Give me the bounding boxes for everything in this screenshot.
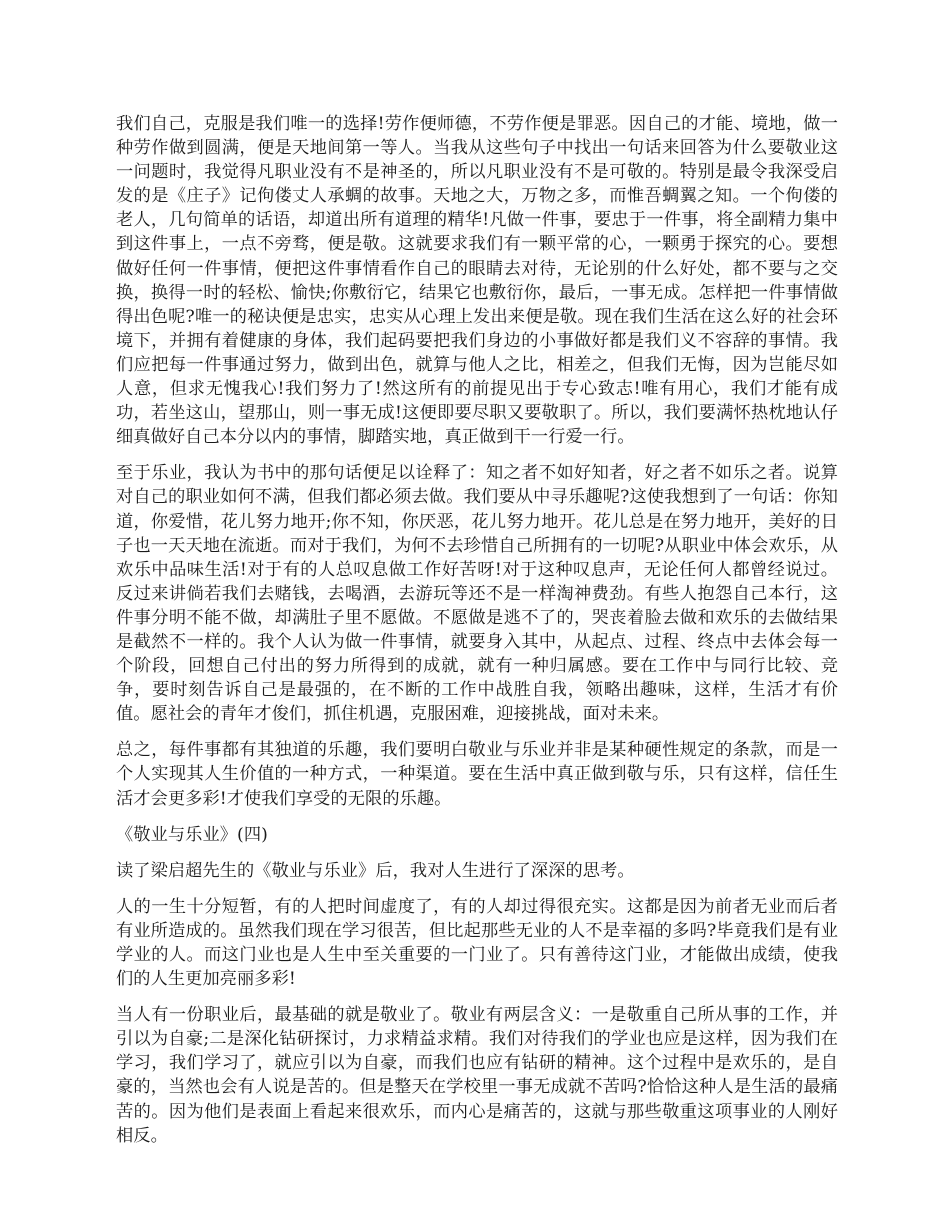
paragraph-career: 当人有一份职业后，最基础的就是敬业了。敬业有两层含义：一是敬重自己所从事的工作，并引以为自豪;二是深化钻研探讨，力求精益求精。我们对待我们的学业也应是这样，因为我们在学习，我们学习了，就应引以为自豪，而我们也应有钻研的精神。这个过程中是欢乐的，是自豪的，当然也会有人说是苦的。但是整天在学校里一事无成就不苦吗?恰恰这种人是生活的最痛苦的。因为他们是表面上看起来很欢乐，而内心是痛苦的，这就与那些敬重这项事业的人刚好相反。 xyxy=(116,1005,838,1146)
paragraph-intro: 读了梁启超先生的《敬业与乐业》后，我对人生进行了深深的思考。 xyxy=(116,860,635,881)
paragraph-life: 人的一生十分短暂，有的人把时间虚度了，有的人却过得很充实。这都是因为前者无业而后者有业所造成的。虽然我们现在学习很苦，但比起那些无业的人不是幸福的多吗?毕竟我们是有业学业的人。而这门业也是人生中至关重要的一门业了。只有善待这门业，才能做出成绩，使我们的人生更加亮丽多彩! xyxy=(116,896,838,990)
paragraph-conclusion: 总之，每件事都有其独道的乐趣，我们要明白敬业与乐业并非是某种硬性规定的条款，而是一个人实现其人生价值的一种方式，一种渠道。要在生活中真正做到敬与乐，只有这样，信任生活才会更多彩!才使我们享受的无限的乐趣。 xyxy=(116,740,838,809)
section-title: 《敬业与乐业》(四) xyxy=(116,824,268,845)
document-body xyxy=(116,112,838,1160)
paragraph-enjoyment: 至于乐业，我认为书中的那句话便足以诠释了：知之者不如好知者，好之者不如乐之者。说算对自己的职业如何不满，但我们都必须去做。我们要从中寻乐趣呢?这使我想到了一句话：你知道，你爱惜，花儿努力地开;你不知，你厌恶，花儿努力地开。花儿总是在努力地开，美好的日子也一天天地在流逝。而对于我们，为何不去珍惜自己所拥有的一切呢?从职业中体会欢乐，从欢乐中品味生活!对于有的人总叹息做工作好苦呀!对于这种叹息声，无论任何人都曾经说过。反过来讲倘若我们去赌钱，去喝酒，去游玩等还不是一样淘神费劲。有些人抱怨自己本行，这件事分明不能不做，却满肚子里不愿做。不愿做是逃不了的，哭丧着脸去做和欢乐的去做结果是截然不一样的。我个人认为做一件事情，就要身入其中，从起点、过程、终点中去体会每一个阶段，回想自己付出的努力所得到的成就，就有一种归属感。要在工作中与同行比较、竞争，要时刻告诉自己是最强的，在不断的工作中战胜自我，领略出趣味，这样，生活才有价值。愿社会的青年才俊们，抓住机遇，克服困难，迎接挑战，面对未来。 xyxy=(116,463,838,725)
paragraph-respect: 我们自己，克服是我们唯一的选择!劳作便师德，不劳作便是罪恶。因自己的才能、境地，做一种劳作做到圆满，便是天地间第一等人。当我从这些句子中找出一句话来回答为什么要敬业这一问题时，我觉得凡职业没有不是神圣的，所以凡职业没有不是可敬的。特别是最令我深受启发的是《庄子》记佝偻丈人承蜩的故事。天地之大，万物之多，而惟吾蜩翼之知。一个佝偻的老人，几句简单的话语，却道出所有道理的精华!凡做一件事，要忠于一件事，将全副精力集中到这件事上，一点不旁骛，便是敬。这就要求我们有一颗平常的心，一颗勇于探究的心。要想做好任何一件事情，便把这件事情看作自己的眼睛去对待，无论别的什么好处，都不要与之交换，换得一时的轻松、愉快;你敷衍它，结果它也敷衍你，最后，一事无成。怎样把一件事情做得出色呢?唯一的秘诀便是忠实，忠实从心理上发出来便是敬。现在我们生活在这么好的社会环境下，并拥有着健康的身体，我们起码要把我们身边的小事做好都是我们义不容辞的事情。我们应把每一件事通过努力，做到出色，就算与他人之比，相差之，但我们无悔，因为岂能尽如人意，但求无愧我心!我们努力了!然这所有的前提见出于专心致志!唯有用心，我们才能有成功，若坐这山，望那山，则一事无成!这便即要尽职又要敬职了。所以，我们要满怀热枕地认仔细真做好自己本分以内的事情，脚踏实地，真正做到干一行爱一行。 xyxy=(116,114,838,448)
